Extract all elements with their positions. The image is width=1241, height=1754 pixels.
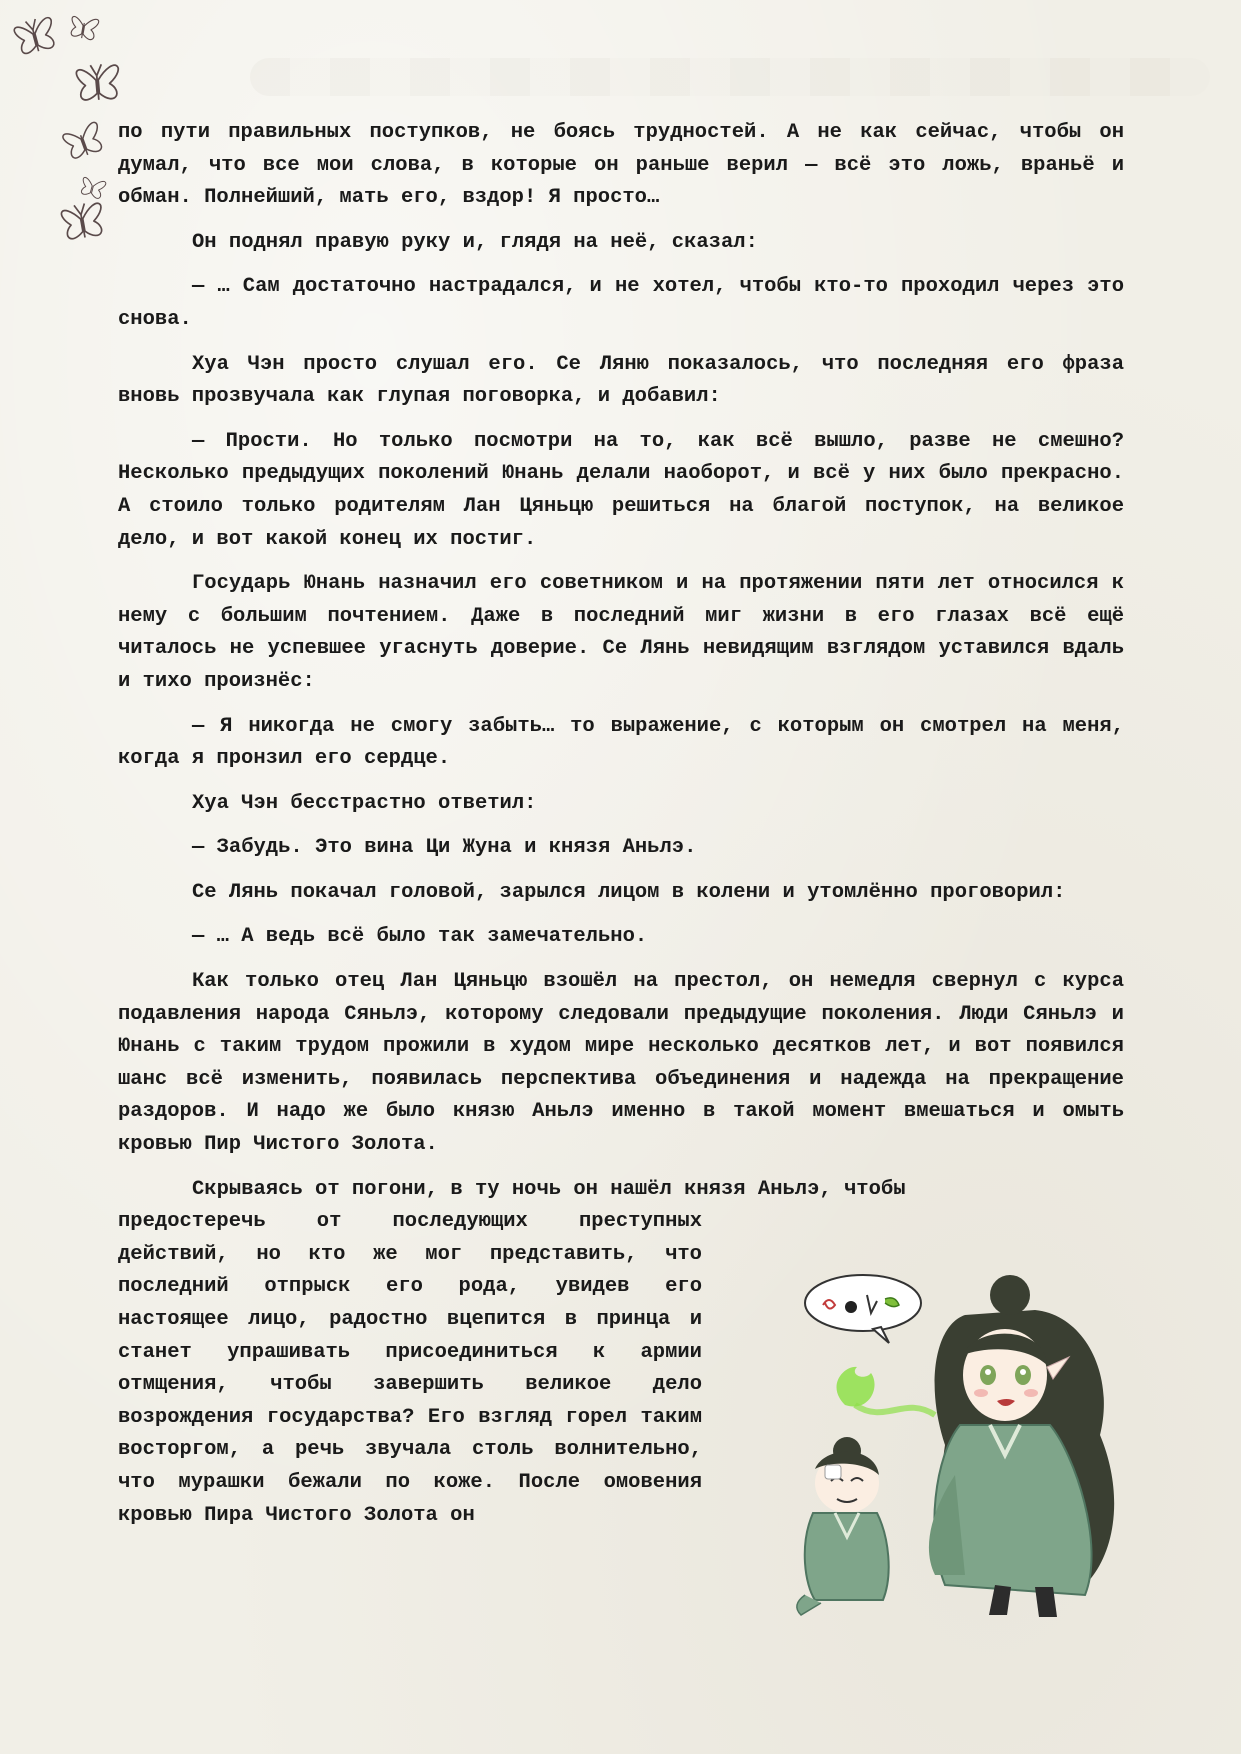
paragraph-10: Се Лянь покачал головой, зарылся лицом в колени и утомлённо проговорил:	[192, 880, 1066, 904]
paragraph-2: Он поднял правую руку и, глядя на неё, сказал:	[192, 230, 758, 254]
speech-bubble-icon	[805, 1275, 921, 1343]
paragraph-6: Государь Юнань назначил его советником и на протяжении пяти лет относился к нему с большим почтением. Даже в последний миг жизни в его глазах всё ещё читалось не успевшее угаснуть доверие. Се Лянь невидящим взглядом уставился вдаль и тихо произнёс:	[118, 572, 1124, 693]
paragraph-1: по пути правильных поступков, не боясь трудностей. А не как сейчас, чтобы он думал, что все мои слова, в которые он раньше верил — всё это ложь, враньё и обман. Полнейший, мать его, вздор! Я просто…	[118, 121, 1124, 210]
paragraph-11: — … А ведь всё было так замечательно.	[192, 925, 648, 949]
paragraph-13-wrapped: предостеречь от последующих преступных действий, но кто же мог представить, что последний отпрыск его рода, увидев его настоящее лицо, радостно вцепится в принца и станет упрашивать присоединиться к армии отмщения, чтобы завершить великое дело возрождения государства? Его взгляд горел таким восторгом, а речь звучала столь волнительно, что мурашки бежали по коже. После омовения кровью Пира Чистого Золота он	[118, 1210, 702, 1527]
chibi-illustration	[785, 1255, 1160, 1635]
paragraph-9: — Забудь. Это вина Ци Жуна и князя Аньлэ.	[192, 836, 697, 860]
paragraph-3: — … Сам достаточно настрадался, и не хотел, чтобы кто-то проходил через это снова.	[118, 275, 1124, 331]
paragraph-7: — Я никогда не смогу забыть… то выражение, с которым он смотрел на меня, когда я пронзил его сердце.	[118, 714, 1124, 771]
paragraph-5: — Прости. Но только посмотри на то, как всё вышло, разве не смешно? Несколько предыдущих поколений Юнань делали наоборот, и всё у них было прекрасно. А стоило только родителям Лан Цяньцю решиться на благой поступок, на великое дело, и вот какой конец их постиг.	[118, 429, 1124, 551]
paragraph-8: Хуа Чэн бесстрастно ответил:	[192, 791, 537, 815]
paragraph-12: Как только отец Лан Цяньцю взошёл на престол, он немедля свернул с курса подавления народа Сяньлэ, которому следовали предыдущие поколения. Люди Сяньлэ и Юнань с таким трудом прожили в худом мире несколько десятков лет, и вот появился шанс всё изменить, появилась перспектива объединения и надежда на прекращение раздоров. И надо же было князю Аньлэ именно в такой момент вмешаться и омыть кровью Пир Чистого Золота.	[118, 970, 1124, 1157]
paragraph-4: Хуа Чэн просто слушал его. Се Ляню показалось, что последняя его фраза вновь прозвучала как глупая поговорка, и добавил:	[118, 352, 1124, 409]
faded-header-watermark	[250, 58, 1210, 96]
paragraph-13-first-line: Скрываясь от погони, в ту ночь он нашёл князя Аньлэ, чтобы	[192, 1177, 906, 1201]
